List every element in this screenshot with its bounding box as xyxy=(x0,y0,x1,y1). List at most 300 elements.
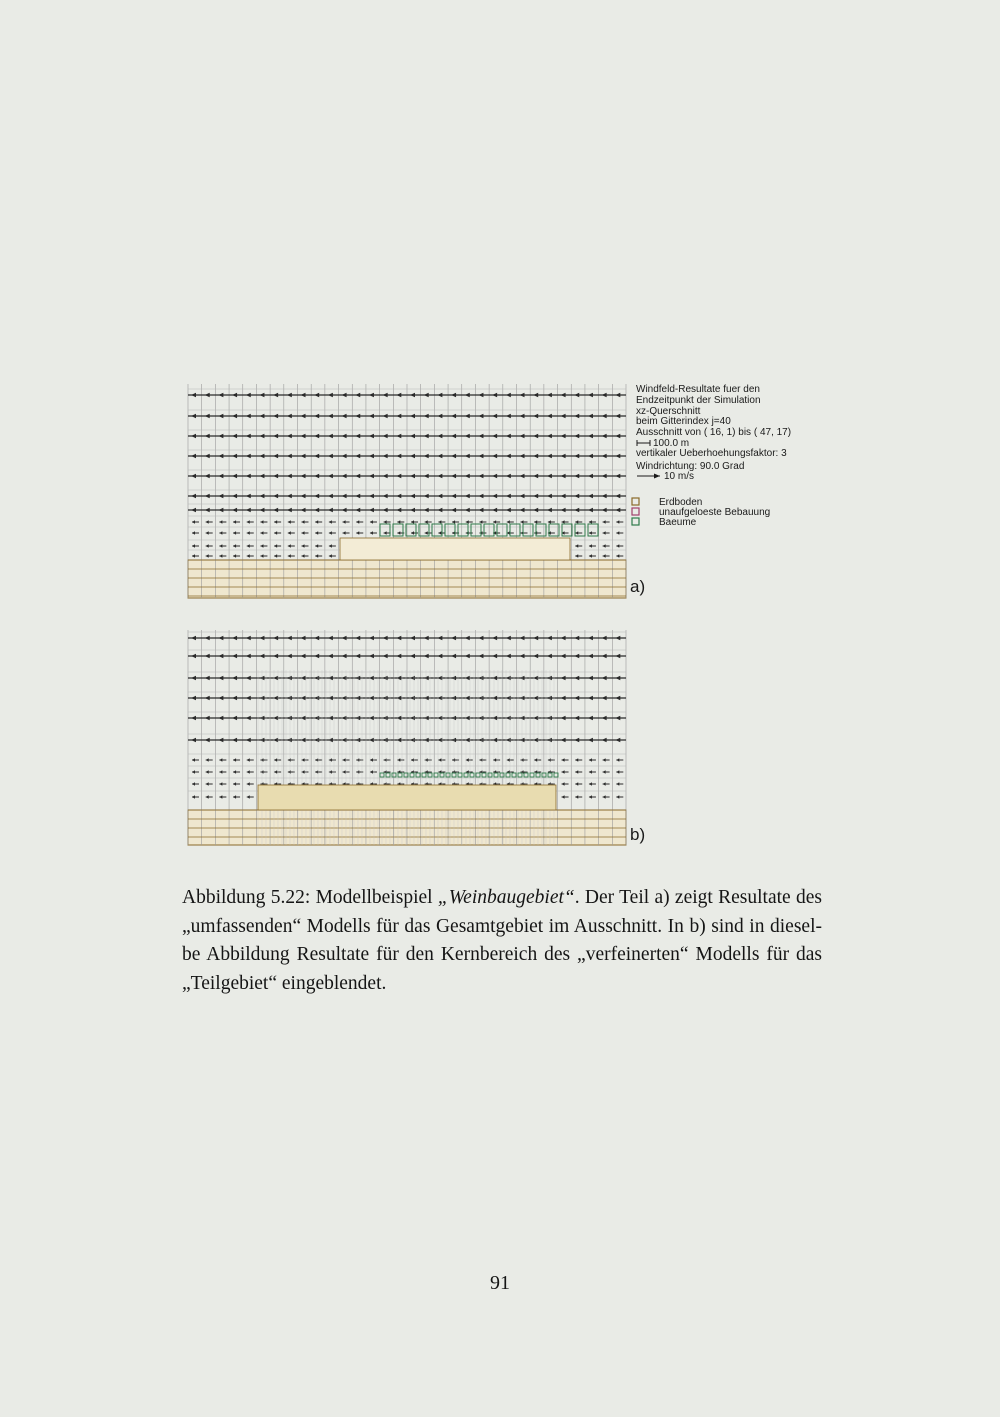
legend-scale-length: 100.0 m xyxy=(653,438,690,449)
wind-arrow xyxy=(342,414,347,418)
wind-arrow xyxy=(410,696,415,700)
wind-arrow xyxy=(246,393,251,397)
tree-cell xyxy=(458,773,462,777)
wind-arrow xyxy=(191,636,196,640)
wind-arrow xyxy=(575,795,578,799)
wind-arrow xyxy=(603,531,606,535)
wind-arrow xyxy=(329,544,332,548)
wind-arrow xyxy=(355,738,360,742)
wind-arrow xyxy=(288,758,291,762)
wind-arrow xyxy=(247,770,250,774)
wind-arrow xyxy=(602,474,607,478)
wind-arrow xyxy=(466,520,469,524)
wind-arrow xyxy=(437,454,442,458)
wind-arrow xyxy=(218,676,223,680)
caption-body: . Der Teil a) zeigt Resultate des „umfassenden“ Modells für das Gesamtgebiet im Ausschnitt. In b) sind in diesel-be Abbildung Resultate für den Kernbereich des „verfeinerten“ Modells für das „Teilgebiet“ eingeblendet. xyxy=(182,887,822,994)
wind-arrow xyxy=(206,544,209,548)
wind-arrow xyxy=(397,531,400,535)
wind-arrow xyxy=(219,782,222,786)
wind-arrow xyxy=(424,474,429,478)
wind-arrow xyxy=(547,654,552,658)
wind-arrow xyxy=(232,393,237,397)
wind-arrow xyxy=(424,508,429,512)
wind-arrow xyxy=(437,494,442,498)
wind-arrow xyxy=(506,434,511,438)
wind-arrow xyxy=(451,508,456,512)
wind-arrow xyxy=(396,434,401,438)
wind-arrow xyxy=(342,738,347,742)
wind-arrow xyxy=(465,414,470,418)
legend-title-line-4: beim Gitterindex j=40 xyxy=(636,416,731,427)
wind-arrow xyxy=(465,696,470,700)
wind-arrow xyxy=(574,474,579,478)
wind-arrow xyxy=(342,636,347,640)
wind-arrow xyxy=(493,520,496,524)
wind-arrow xyxy=(288,531,291,535)
wind-arrow xyxy=(246,508,251,512)
wind-arrow xyxy=(465,434,470,438)
wind-arrow xyxy=(424,676,429,680)
wind-arrow xyxy=(506,636,511,640)
wind-arrow xyxy=(521,520,524,524)
wind-arrow xyxy=(355,494,360,498)
wind-arrow xyxy=(589,758,592,762)
panel-a-label: a) xyxy=(630,577,646,596)
wind-arrow xyxy=(602,636,607,640)
wind-arrow xyxy=(507,758,510,762)
wind-arrow xyxy=(328,414,333,418)
wind-arrow xyxy=(273,636,278,640)
wind-arrow xyxy=(247,795,250,799)
wind-arrow xyxy=(478,654,483,658)
wind-arrow xyxy=(369,414,374,418)
wind-arrow xyxy=(615,414,620,418)
wind-arrow xyxy=(588,508,593,512)
wind-arrow xyxy=(588,636,593,640)
wind-arrow xyxy=(246,676,251,680)
wind-arrow xyxy=(396,508,401,512)
wind-arrow xyxy=(425,531,428,535)
wind-arrow xyxy=(615,508,620,512)
wind-arrow xyxy=(192,795,195,799)
wind-arrow xyxy=(259,414,264,418)
wind-arrow xyxy=(259,494,264,498)
wind-arrow xyxy=(287,454,292,458)
wind-arrow xyxy=(192,758,195,762)
wind-arrow xyxy=(437,508,442,512)
wind-arrow xyxy=(589,782,592,786)
wind-arrow xyxy=(437,636,442,640)
wind-arrow xyxy=(218,393,223,397)
wind-arrow xyxy=(588,414,593,418)
wind-arrow xyxy=(218,414,223,418)
wind-arrow xyxy=(192,544,195,548)
tree-cell xyxy=(393,524,403,536)
wind-arrow xyxy=(602,738,607,742)
wind-arrow xyxy=(218,494,223,498)
wind-arrow xyxy=(301,494,306,498)
wind-arrow xyxy=(191,696,196,700)
wind-arrow xyxy=(410,676,415,680)
wind-arrow xyxy=(247,520,250,524)
wind-arrow xyxy=(233,782,236,786)
wind-arrow xyxy=(369,716,374,720)
wind-arrow xyxy=(205,454,210,458)
tree-cell xyxy=(497,524,507,536)
wind-arrow xyxy=(192,531,195,535)
wind-arrow xyxy=(355,393,360,397)
wind-arrow xyxy=(301,654,306,658)
wind-arrow xyxy=(465,494,470,498)
wind-arrow xyxy=(205,494,210,498)
wind-arrow xyxy=(465,454,470,458)
tree-cell xyxy=(588,524,598,536)
wind-arrow xyxy=(410,414,415,418)
wind-arrow xyxy=(369,474,374,478)
wind-arrow xyxy=(411,520,414,524)
wind-arrow xyxy=(287,636,292,640)
tree-cell xyxy=(406,524,416,536)
wind-arrow xyxy=(287,696,292,700)
wind-arrow xyxy=(411,531,414,535)
wind-arrow xyxy=(561,454,566,458)
wind-arrow xyxy=(343,770,346,774)
wind-arrow xyxy=(602,676,607,680)
panel-b-label: b) xyxy=(630,825,646,844)
tree-cell xyxy=(518,773,522,777)
wind-arrow xyxy=(451,434,456,438)
wind-arrow xyxy=(232,696,237,700)
ground-swatch-icon xyxy=(632,498,639,505)
wind-arrow xyxy=(274,758,277,762)
wind-arrow xyxy=(424,654,429,658)
wind-arrow xyxy=(206,520,209,524)
wind-arrow xyxy=(451,454,456,458)
wind-arrow xyxy=(492,676,497,680)
legend-category-building: unaufgeloeste Bebauung xyxy=(659,507,771,518)
wind-arrow xyxy=(191,454,196,458)
scale-bar-icon xyxy=(637,440,650,446)
wind-arrow xyxy=(206,554,209,558)
wind-arrow xyxy=(301,474,306,478)
wind-arrow xyxy=(465,636,470,640)
wind-arrow xyxy=(314,414,319,418)
wind-arrow xyxy=(274,554,277,558)
wind-arrow xyxy=(259,434,264,438)
wind-arrow xyxy=(588,676,593,680)
wind-arrow xyxy=(232,454,237,458)
wind-arrow xyxy=(451,474,456,478)
wind-arrow xyxy=(561,636,566,640)
wind-arrow xyxy=(396,474,401,478)
wind-arrow xyxy=(259,474,264,478)
wind-arrow xyxy=(575,520,578,524)
wind-arrow xyxy=(410,454,415,458)
wind-arrow xyxy=(520,508,525,512)
wind-arrow xyxy=(615,738,620,742)
wind-arrow xyxy=(561,676,566,680)
wind-arrow xyxy=(451,636,456,640)
wind-arrow xyxy=(369,454,374,458)
wind-arrow xyxy=(492,654,497,658)
wind-arrow xyxy=(343,520,346,524)
wind-arrow xyxy=(588,738,593,742)
wind-arrow xyxy=(547,494,552,498)
wind-arrow xyxy=(328,696,333,700)
wind-arrow xyxy=(520,454,525,458)
wind-arrow xyxy=(287,434,292,438)
wind-arrow xyxy=(274,770,277,774)
wind-arrow xyxy=(506,474,511,478)
wind-arrow xyxy=(301,393,306,397)
wind-arrow xyxy=(562,520,565,524)
wind-arrow xyxy=(561,393,566,397)
wind-arrow xyxy=(383,716,388,720)
wind-arrow xyxy=(260,554,263,558)
tree-cell xyxy=(530,773,534,777)
wind-arrow xyxy=(478,508,483,512)
wind-arrow xyxy=(396,454,401,458)
tree-cell xyxy=(410,773,414,777)
wind-arrow xyxy=(465,474,470,478)
wind-arrow xyxy=(575,531,578,535)
wind-arrow xyxy=(561,434,566,438)
wind-arrow xyxy=(343,758,346,762)
wind-arrow xyxy=(574,414,579,418)
wind-arrow xyxy=(574,654,579,658)
wind-arrow xyxy=(232,508,237,512)
wind-arrow xyxy=(301,636,306,640)
wind-arrow xyxy=(370,520,373,524)
wind-arrow xyxy=(191,393,196,397)
wind-arrow xyxy=(287,414,292,418)
wind-arrow xyxy=(588,494,593,498)
wind-arrow xyxy=(506,454,511,458)
wind-arrow xyxy=(302,544,305,548)
wind-arrow xyxy=(232,636,237,640)
wind-arrow xyxy=(478,676,483,680)
wind-arrow xyxy=(492,716,497,720)
wind-arrow xyxy=(561,494,566,498)
wind-arrow xyxy=(342,454,347,458)
wind-arrow xyxy=(233,554,236,558)
wind-arrow xyxy=(274,544,277,548)
wind-arrow xyxy=(588,716,593,720)
wind-arrow xyxy=(329,758,332,762)
wind-arrow xyxy=(355,454,360,458)
terrain-raised xyxy=(340,538,570,560)
wind-arrow xyxy=(205,676,210,680)
wind-arrow xyxy=(492,393,497,397)
tree-cell xyxy=(510,524,520,536)
wind-arrow xyxy=(465,716,470,720)
wind-arrow xyxy=(342,393,347,397)
wind-arrow xyxy=(493,758,496,762)
wind-arrow xyxy=(478,636,483,640)
wind-arrow xyxy=(301,716,306,720)
wind-arrow xyxy=(273,393,278,397)
wind-arrow xyxy=(329,520,332,524)
wind-arrow xyxy=(206,531,209,535)
wind-arrow xyxy=(383,414,388,418)
wind-arrow xyxy=(603,795,606,799)
wind-arrow xyxy=(396,676,401,680)
wind-arrow xyxy=(247,758,250,762)
wind-arrow xyxy=(314,636,319,640)
wind-arrow xyxy=(478,414,483,418)
wind-arrow xyxy=(588,434,593,438)
wind-arrow xyxy=(562,758,565,762)
wind-arrow xyxy=(615,636,620,640)
wind-arrow xyxy=(288,770,291,774)
tree-cell xyxy=(482,773,486,777)
wind-arrow xyxy=(602,414,607,418)
wind-arrow xyxy=(424,454,429,458)
wind-arrow xyxy=(478,696,483,700)
wind-arrow xyxy=(314,454,319,458)
tree-cell xyxy=(422,773,426,777)
tree-cell xyxy=(471,524,481,536)
wind-arrow xyxy=(302,554,305,558)
wind-arrow xyxy=(205,738,210,742)
wind-arrow xyxy=(603,520,606,524)
wind-arrow xyxy=(534,520,537,524)
building-swatch-icon xyxy=(632,508,639,515)
tree-cell xyxy=(380,524,390,536)
wind-arrow xyxy=(218,434,223,438)
wind-arrow xyxy=(437,474,442,478)
wind-arrow xyxy=(588,474,593,478)
wind-arrow xyxy=(191,474,196,478)
wind-arrow xyxy=(561,508,566,512)
wind-arrow xyxy=(451,716,456,720)
wind-arrow xyxy=(506,393,511,397)
wind-arrow xyxy=(246,434,251,438)
wind-arrow xyxy=(533,474,538,478)
wind-arrow xyxy=(410,494,415,498)
wind-arrow xyxy=(437,393,442,397)
wind-arrow xyxy=(302,520,305,524)
wind-arrow xyxy=(588,654,593,658)
wind-arrow xyxy=(287,738,292,742)
wind-arrow xyxy=(478,716,483,720)
wind-arrow xyxy=(547,738,552,742)
wind-arrow xyxy=(356,520,359,524)
wind-arrow xyxy=(369,508,374,512)
wind-arrow xyxy=(218,508,223,512)
wind-arrow xyxy=(451,654,456,658)
wind-arrow xyxy=(342,494,347,498)
wind-arrow xyxy=(369,494,374,498)
wind-arrow xyxy=(247,782,250,786)
wind-arrow xyxy=(315,520,318,524)
wind-arrow xyxy=(218,474,223,478)
wind-arrow xyxy=(342,716,347,720)
wind-arrow xyxy=(425,520,428,524)
wind-arrow xyxy=(273,434,278,438)
wind-arrow xyxy=(355,434,360,438)
legend-title-line-2: Endzeitpunkt der Simulation xyxy=(636,395,761,406)
wind-arrow xyxy=(246,494,251,498)
wind-arrow xyxy=(191,716,196,720)
wind-arrow xyxy=(437,654,442,658)
wind-arrow xyxy=(205,393,210,397)
wind-arrow xyxy=(437,434,442,438)
wind-arrow xyxy=(602,434,607,438)
wind-arrow xyxy=(492,636,497,640)
wind-arrow xyxy=(369,696,374,700)
wind-arrow xyxy=(534,758,537,762)
wind-arrow xyxy=(315,544,318,548)
wind-arrow xyxy=(438,520,441,524)
wind-arrow xyxy=(259,393,264,397)
wind-arrow xyxy=(383,696,388,700)
wind-arrow xyxy=(574,716,579,720)
wind-arrow xyxy=(246,636,251,640)
wind-arrow xyxy=(533,454,538,458)
wind-arrow xyxy=(589,795,592,799)
legend-exaggeration: vertikaler Ueberhoehungsfaktor: 3 xyxy=(636,448,787,459)
wind-arrow xyxy=(588,393,593,397)
page-number: 91 xyxy=(490,1272,510,1294)
wind-arrow xyxy=(314,676,319,680)
wind-arrow xyxy=(384,531,387,535)
wind-arrow xyxy=(533,508,538,512)
wind-arrow xyxy=(218,454,223,458)
wind-arrow xyxy=(205,474,210,478)
wind-arrow xyxy=(232,474,237,478)
wind-arrow xyxy=(355,474,360,478)
wind-arrow xyxy=(424,716,429,720)
wind-arrow xyxy=(246,716,251,720)
wind-arrow xyxy=(478,474,483,478)
wind-arrow xyxy=(478,454,483,458)
wind-arrow xyxy=(397,520,400,524)
wind-arrow xyxy=(342,654,347,658)
wind-arrow xyxy=(396,654,401,658)
wind-arrow xyxy=(314,738,319,742)
wind-arrow xyxy=(355,654,360,658)
wind-arrow xyxy=(328,393,333,397)
wind-arrow xyxy=(232,738,237,742)
legend-category-trees: Baeume xyxy=(659,517,697,528)
wind-arrow xyxy=(370,758,373,762)
caption-title: „Weinbaugebiet“ xyxy=(437,887,575,908)
wind-arrow xyxy=(315,554,318,558)
wind-arrow xyxy=(520,414,525,418)
wind-arrow xyxy=(410,393,415,397)
wind-arrow xyxy=(466,758,469,762)
wind-arrow xyxy=(355,636,360,640)
wind-arrow xyxy=(369,676,374,680)
wind-arrow xyxy=(192,554,195,558)
wind-arrow xyxy=(616,520,619,524)
wind-arrow xyxy=(191,434,196,438)
wind-arrow xyxy=(396,636,401,640)
wind-arrow xyxy=(424,636,429,640)
wind-arrow xyxy=(547,414,552,418)
tree-cell xyxy=(562,524,572,536)
wind-arrow xyxy=(369,654,374,658)
wind-arrow xyxy=(533,434,538,438)
wind-arrow xyxy=(602,393,607,397)
wind-arrow xyxy=(287,716,292,720)
wind-arrow xyxy=(520,474,525,478)
wind-arrow xyxy=(287,676,292,680)
wind-arrow xyxy=(424,494,429,498)
wind-arrow xyxy=(342,676,347,680)
wind-arrow xyxy=(507,520,510,524)
